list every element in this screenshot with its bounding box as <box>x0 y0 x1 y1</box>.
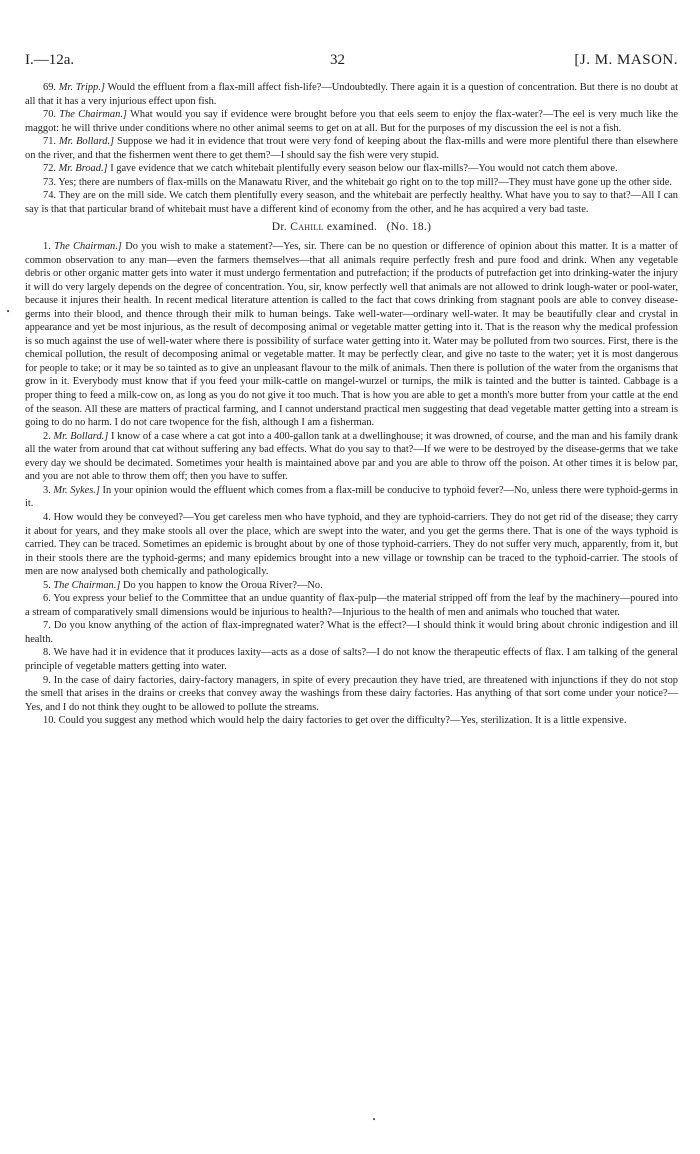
evidence-paragraph <box>25 189 678 216</box>
question-number: 9. <box>43 674 51 686</box>
paragraph-text: In the case of dairy factories, dairy-factory managers, in spite of every precaution they have tried, are threatened with injunctions if they do not stop the smell that arises in the drains or creeks that convey away the washings from these dairy factories. Has anything of that sort come under your notice?—Yes, and I do not think they ought to be allowed to pollute the streams. <box>25 674 679 713</box>
paragraph-text: Yes; there are numbers of flax-mills on the Manawatu River, and the whitebait go right on to the top mill?—They must have gone up the other side. <box>58 176 672 188</box>
question-number: 4. <box>43 511 51 523</box>
evidence-paragraph <box>25 511 678 579</box>
paragraph-text: We have had it in evidence that it produces laxity—acts as a dose of salts?—I do not know the therapeutic effects of flax. I am talking of the general principle of vegetable matters getting into water. <box>25 647 678 672</box>
heading-number: (No. 18.) <box>386 221 432 234</box>
paragraph-text: How would they be conveyed?—You get careless men who have typhoid, and they are typhoid-carriers. They do not get rid of the disease; they carry it about for years, and they make stools all over the place, which are swept into the water, and you get the germs there. That is one of the ways typhoid is carried. They can be traced. Sometimes an epidemic is brought about by one of those typhoid-carriers. They do not suffer very much, apparently, from it, but in their stools there are the typhoid-germs; and many epidemics brought into a new village or township can be traced to the typhoid-carrier. The stools of men are now analysed both chemically and pathologically. <box>25 511 678 578</box>
evidence-paragraph <box>25 619 678 646</box>
paragraph-text: They are on the mill side. We catch them plentifully every season, and the whitebait are perfectly healthy. What have you to say to that?—All I can say is that that particular brand of whitebait must have a different kind of economy from the other, and he has acquired a very bad taste. <box>25 190 678 215</box>
page-number: 32 <box>330 52 345 68</box>
evidence-section-first <box>25 81 678 216</box>
speaker-label: Mr. Broad.] <box>58 163 108 175</box>
speaker-label: The Chairman.] <box>54 241 122 253</box>
evidence-paragraph <box>25 162 678 176</box>
paragraph-text: Would the effluent from a flax-mill affect fish-life?—Undoubtedly. There again it is a question of concentration. But there is no doubt at all that it has a very injurious effect upon fish. <box>25 82 678 107</box>
question-number: 1. <box>43 241 51 253</box>
evidence-paragraph <box>25 108 678 135</box>
paragraph-text: What would you say if evidence were brought before you that eels seem to enjoy the flax-water?—The eel is very much like the maggot: he will thrive under conditions where no other animal seems to get on at all. But for the purposes of my discussion the eel is not a fish. <box>25 109 678 134</box>
evidence-paragraph <box>25 430 678 484</box>
speaker-label: The Chairman.] <box>59 109 127 121</box>
question-number: 73. <box>43 176 56 188</box>
question-number: 70. <box>43 109 56 121</box>
evidence-paragraph <box>25 484 678 511</box>
heading-prefix: Dr. <box>271 221 291 234</box>
paragraph-text: You express your belief to the Committee that an undue quantity of flax-pulp—the material stripped off from the leaf by the machinery—poured into a stream of comparatively small dimensions would be injurious to health?—Injurious to the health of men and animals who touched that water. <box>25 593 678 618</box>
page-header <box>25 52 678 74</box>
speaker-label: The Chairman.] <box>53 579 121 591</box>
evidence-section-second <box>25 240 678 728</box>
question-number: 7. <box>43 620 51 632</box>
question-number: 71. <box>43 136 56 148</box>
evidence-paragraph <box>25 646 678 673</box>
document-reference: I.—12a. <box>25 52 75 68</box>
paragraph-text: In your opinion would the effluent which comes from a flax-mill be conducive to typhoid fever?—No, unless there were typhoid-germs in it. <box>25 484 678 510</box>
evidence-paragraph <box>25 81 678 108</box>
question-number: 69. <box>43 82 56 93</box>
evidence-paragraph <box>25 714 678 728</box>
evidence-paragraph <box>25 240 678 430</box>
bottom-dot: • <box>372 1116 377 1124</box>
question-number: 3. <box>43 484 51 496</box>
speaker-label: Mr. Tripp.] <box>58 82 105 93</box>
paragraph-text: Do you wish to make a statement?—Yes, sir. There can be no question or difference of opinion about this matter. It is a matter of common observation to any man—even the farmers themselves—that all animals require perfectly fresh and pure food and drink. When any vegetable debris or other organic matter gets into water it must undergo fermentation and putrefaction; if the products of putrefaction get into drinking-water the injury it will do very largely depends on the degree of concentration. You, sir, know perfectly well that animals are not allowed to drink lough-water or pool-water, because it injures their health. In recent medical literature attention is called to the fact that cows drinking from stagnant pools are able to convey disease-germs into their blood, and thence through their milk to human beings. Take well-water—ordinary well-water. It may be beautifully clear and crystal in appearance and yet be most injurious, as the result of decomposing animal or vegetable matter getting into it. That is the reason why the medical profession is so much against the use of well-water where there is possibility of surface water getting into it. Water may be polluted from two sources. First, there is the chemical pollution, the result of decomposing animal or vegetable matter. It may be perfectly clear, and give no taste to the water; yet it is most dangerous for people to take; or it may be so tainted as to give an unpleasant flavour to the milk of animals. Then there is pollution of the water from the organisms that grow in it. Everybody must know that if you feed your milk-cattle on mangel-wurzel or turnips, the milk is tainted and the butter is tainted. Cabbage is a proper thing to feed a milk-cow on, as long as you do not give it too much. That is how you are able to get a month's more butter from your cattle at the end of the season. All these are matters of practical farming, and I cannot understand practical men suggesting that dead vegetable matter getting into a stream is going to do no harm. I do not care twopence for the fish, although I am a fisherman. <box>25 241 678 429</box>
evidence-paragraph <box>25 176 678 190</box>
speaker-label: Mr. Sykes.] <box>53 484 100 496</box>
witness-name: [J. M. MASON. <box>574 52 678 68</box>
question-number: 5. <box>43 579 51 591</box>
paragraph-text: Suppose we had it in evidence that trout were very fond of keeping about the flax-mills and were more plentiful there than elsewhere on the river, and that the fishermen went there to get them?—I should say the fish were very stupid. <box>25 136 678 161</box>
speaker-label: Mr. Bollard.] <box>58 136 115 148</box>
section-heading <box>25 221 678 235</box>
paragraph-text: Do you happen to know the Oroua River?—No. <box>120 579 323 591</box>
question-number: 2. <box>43 430 51 442</box>
paragraph-text: Do you know anything of the action of flax-impregnated water? What is the effect?—I should think it would bring about chronic indigestion and ill health. <box>25 620 678 645</box>
question-number: 10. <box>43 715 56 727</box>
speaker-label: Mr. Bollard.] <box>53 430 109 442</box>
heading-suffix: examined. <box>323 221 378 234</box>
question-number: 8. <box>43 647 51 659</box>
evidence-paragraph <box>25 135 678 162</box>
paragraph-text: I gave evidence that we catch whitebait plentifully every season below our flax-mills?—You would not catch them above. <box>107 163 618 175</box>
evidence-paragraph <box>25 592 678 619</box>
paragraph-text: I know of a case where a cat got into a 400-gallon tank at a dwellinghouse; it was drowned, of course, and the man and his family drank all the water from around that cat without suffering any bad effects. What do you say to that?—If we were to be destroyed by the disease-germs that we take every day we should be decimated. Sometimes your health is maintained above par and you are able to throw off the poison. At other times it is below par, and you are not able to throw them off; then you have to suffer. <box>25 430 679 483</box>
margin-dot: • <box>6 308 11 316</box>
question-number: 6. <box>43 593 51 605</box>
document-body <box>25 81 678 728</box>
evidence-paragraph <box>25 674 678 715</box>
paragraph-text: Could you suggest any method which would help the dairy factories to get over the difficulty?—Yes, sterilization. It is a little expensive. <box>58 715 627 727</box>
question-number: 74. <box>43 190 56 202</box>
question-number: 72. <box>43 163 56 175</box>
heading-name: Cahill <box>290 221 324 234</box>
evidence-paragraph <box>25 579 678 593</box>
